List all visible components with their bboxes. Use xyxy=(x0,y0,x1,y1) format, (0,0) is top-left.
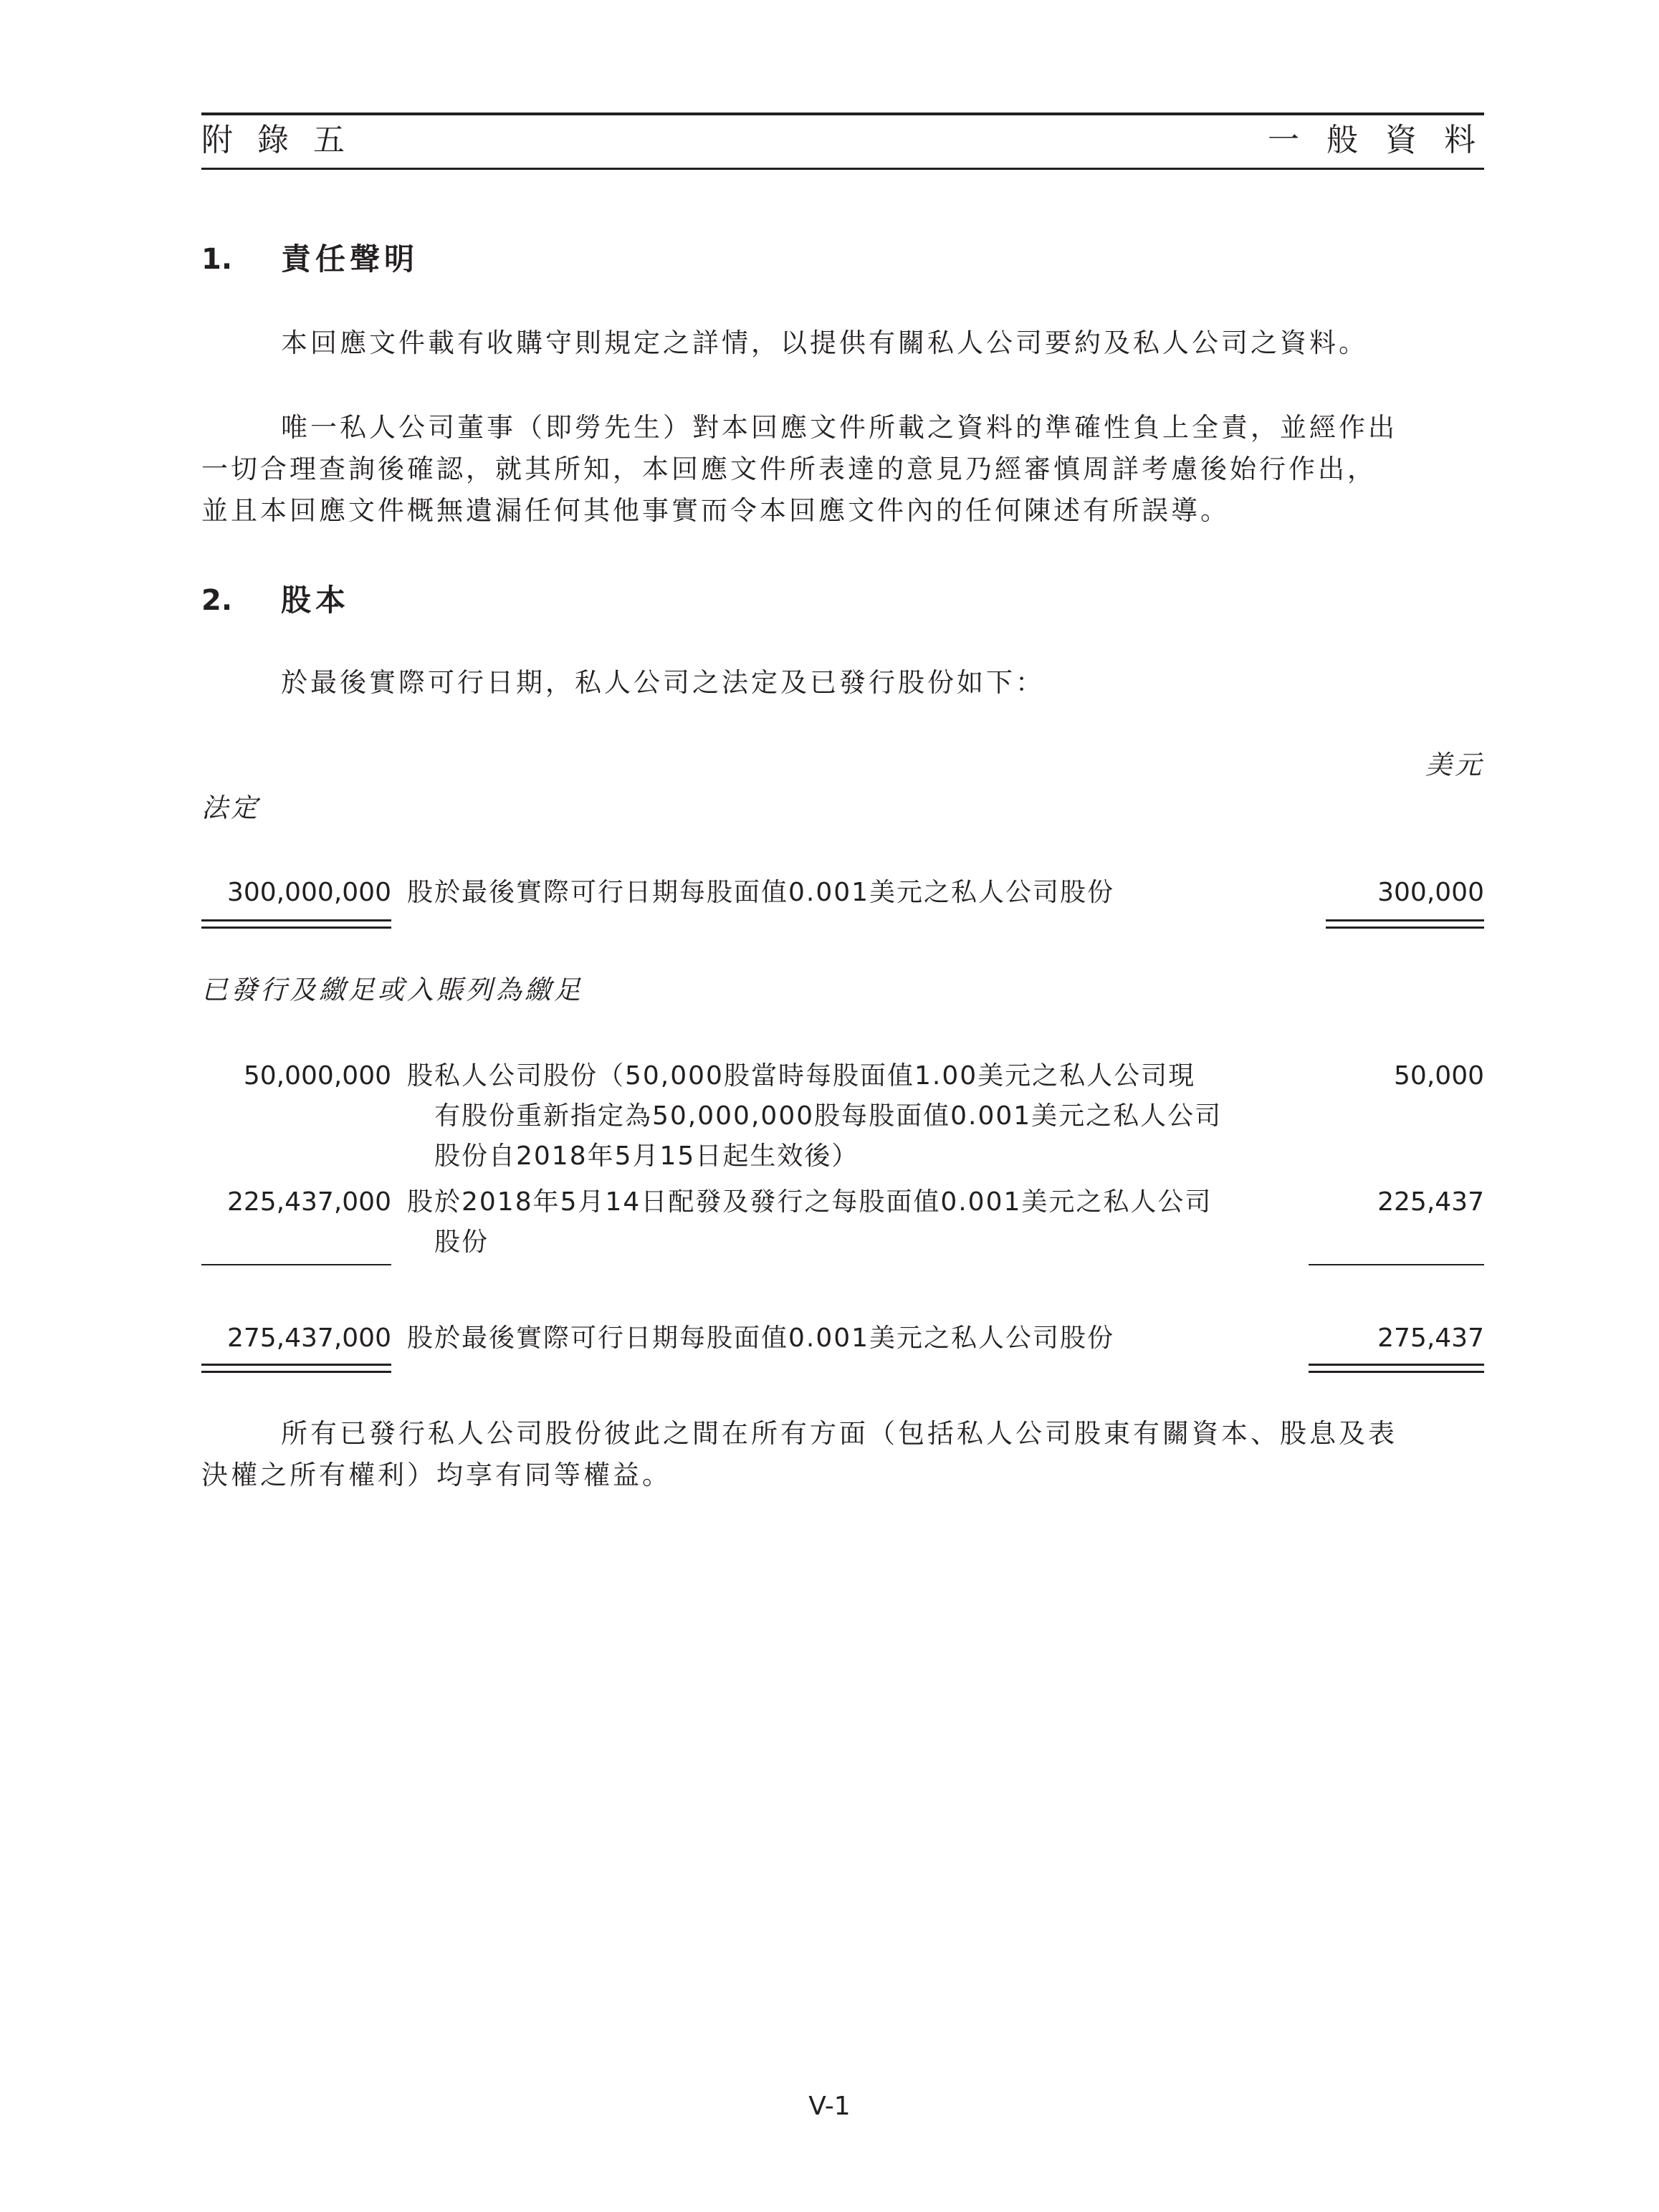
section-2-intro: 於最後實際可行日期，私人公司之法定及已發行股份如下： xyxy=(281,667,1045,698)
issued-row-2-description-line-1: 股於2018年5月14日配發及發行之每股面值0.001美元之私人公司 xyxy=(407,1187,1213,1217)
issued-row-1-description-line-2: 有股份重新指定為50,000,000股每股面值0.001美元之私人公司 xyxy=(434,1101,1223,1131)
currency-column-header: 美元 xyxy=(1425,750,1484,780)
authorised-value-double-rule-top xyxy=(1326,919,1484,921)
authorised-value: 300,000 xyxy=(1377,878,1484,907)
closing-paragraph-line-2: 決權之所有權利）均享有同等權益。 xyxy=(201,1460,671,1490)
section-1-paragraph-2-line-2: 一切合理查詢後確認，就其所知，本回應文件所表達的意見乃經審慎周詳考慮後始行作出， xyxy=(201,454,1377,484)
issued-total-value-double-rule-top xyxy=(1309,1364,1484,1366)
authorised-description: 股於最後實際可行日期每股面值0.001美元之私人公司股份 xyxy=(407,878,1115,907)
section-2-heading: 股本 xyxy=(281,583,350,618)
header-bottom-rule xyxy=(201,168,1484,170)
section-2-number: 2. xyxy=(201,584,233,617)
authorised-shares: 300,000,000 xyxy=(226,878,391,907)
issued-row-1-value: 50,000 xyxy=(1394,1061,1484,1091)
issued-total-shares-double-rule-top xyxy=(201,1364,391,1366)
section-1-paragraph-1: 本回應文件載有收購守則規定之詳情，以提供有關私人公司要約及私人公司之資料。 xyxy=(281,327,1368,358)
issued-row-2-shares: 225,437,000 xyxy=(226,1187,391,1217)
authorised-label: 法定 xyxy=(201,793,260,823)
issued-row-2-value: 225,437 xyxy=(1377,1187,1484,1217)
section-1-paragraph-2-line-3: 並且本回應文件概無遺漏任何其他事實而令本回應文件內的任何陳述有所誤導。 xyxy=(201,495,1230,526)
page-number: V-1 xyxy=(808,2092,851,2121)
closing-paragraph-line-1: 所有已發行私人公司股份彼此之間在所有方面（包括私人公司股東有關資本、股息及表 xyxy=(281,1418,1397,1449)
issued-row-1-shares: 50,000,000 xyxy=(243,1061,391,1091)
header-top-rule xyxy=(201,112,1484,115)
issued-total-description: 股於最後實際可行日期每股面值0.001美元之私人公司股份 xyxy=(407,1323,1115,1353)
issued-total-shares-double-rule-bottom xyxy=(201,1371,391,1373)
authorised-value-double-rule-bottom xyxy=(1326,927,1484,929)
issued-shares-subtotal-rule xyxy=(201,1264,391,1265)
section-1-heading: 責任聲明 xyxy=(281,241,419,277)
issued-value-subtotal-rule xyxy=(1309,1264,1484,1265)
section-title-general-info: 一 般 資 料 xyxy=(1268,122,1484,158)
issued-row-1-description-line-3: 股份自2018年5月15日起生效後） xyxy=(434,1141,859,1171)
appendix-label: 附 錄 五 xyxy=(201,122,352,158)
issued-total-value: 275,437 xyxy=(1377,1323,1484,1353)
authorised-shares-double-rule-top xyxy=(201,919,391,921)
issued-row-2-description-line-2: 股份 xyxy=(434,1227,489,1257)
issued-row-1-description-line-1: 股私人公司股份（50,000股當時每股面值1.00美元之私人公司現 xyxy=(407,1061,1196,1091)
issued-total-shares: 275,437,000 xyxy=(226,1323,391,1353)
authorised-shares-double-rule-bottom xyxy=(201,927,391,929)
issued-label: 已發行及繳足或入賬列為繳足 xyxy=(201,975,583,1005)
section-1-number: 1. xyxy=(201,243,233,276)
section-1-paragraph-2-line-1: 唯一私人公司董事（即勞先生）對本回應文件所載之資料的準確性負上全責，並經作出 xyxy=(281,412,1397,443)
issued-total-value-double-rule-bottom xyxy=(1309,1371,1484,1373)
